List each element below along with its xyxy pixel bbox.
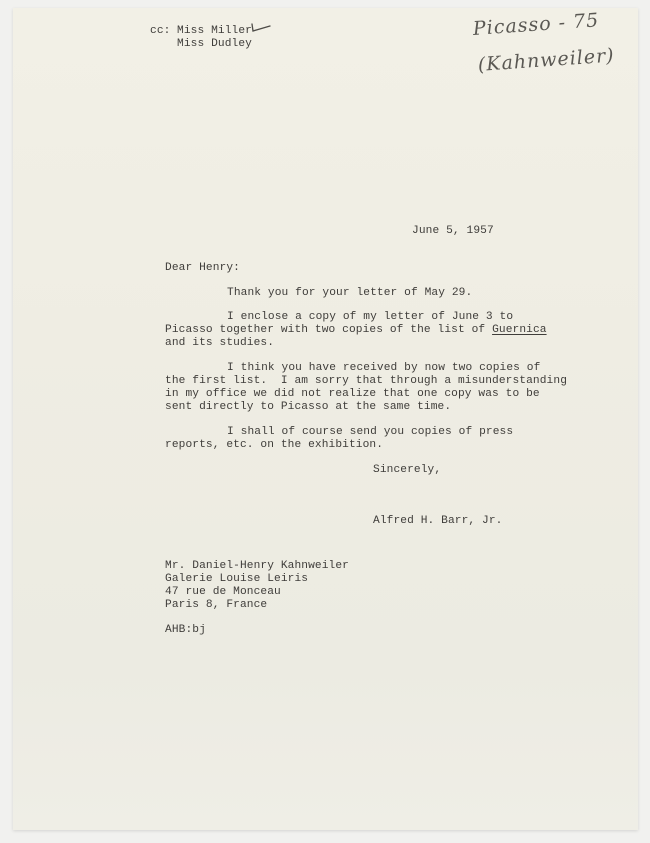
paragraph-3-line-1: I think you have received by now two copies of <box>227 362 541 374</box>
cc-recipient-2: Miss Dudley <box>177 38 252 50</box>
paragraph-3-line-2: the first list. I am sorry that through a misunderstanding <box>165 375 568 387</box>
cc-label: cc: <box>150 25 171 37</box>
address-line-2: 47 rue de Monceau <box>165 586 281 598</box>
paragraph-2-line-1: I enclose a copy of my letter of June 3 to <box>227 311 514 323</box>
paragraph-2-line-2 <box>165 324 547 337</box>
address-name: Mr. Daniel-Henry Kahnweiler <box>165 560 349 572</box>
letter-date: June 5, 1957 <box>412 225 494 237</box>
paragraph-4-line-2: reports, etc. on the exhibition. <box>165 439 384 451</box>
paragraph-2-line-2-text: Picasso together with two copies of the list of <box>165 324 493 336</box>
address-line-3: Paris 8, France <box>165 599 268 611</box>
handwritten-note-line-2: (Kahnweiler) <box>477 44 616 76</box>
letter-page <box>13 8 638 830</box>
closing: Sincerely, <box>373 464 442 476</box>
handwritten-note-line-1: Picasso - 75 <box>472 9 600 40</box>
paragraph-3-line-4: sent directly to Picasso at the same time. <box>165 401 452 413</box>
paragraph-4-line-1: I shall of course send you copies of press <box>227 426 514 438</box>
salutation: Dear Henry: <box>165 262 240 274</box>
paragraph-2-line-3: and its studies. <box>165 337 275 349</box>
paragraph-1: Thank you for your letter of May 29. <box>227 287 473 299</box>
guernica-title: Guernica <box>492 324 547 336</box>
cc-recipient-1: Miss Miller <box>177 25 252 37</box>
address-line-1: Galerie Louise Leiris <box>165 573 309 585</box>
reference-initials: AHB:bj <box>165 624 206 636</box>
paragraph-3-line-3: in my office we did not realize that one copy was to be <box>165 388 540 400</box>
checkmark-icon <box>250 22 272 34</box>
signature-name: Alfred H. Barr, Jr. <box>373 515 503 527</box>
